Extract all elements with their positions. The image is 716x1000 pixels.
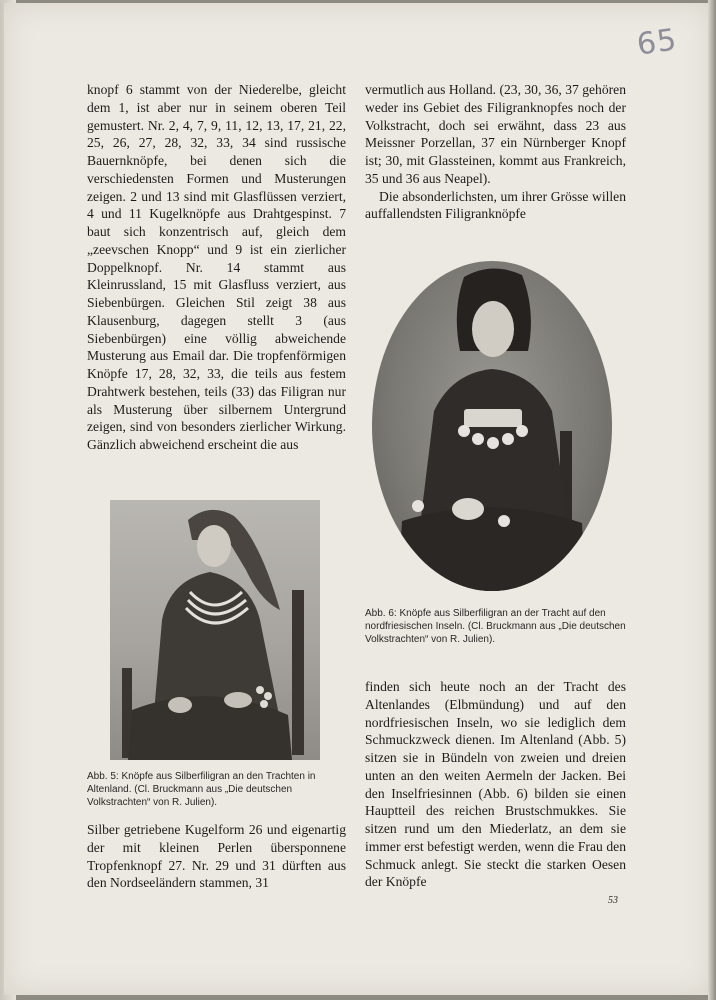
figure-6-caption: Abb. 6: Knöpfe aus Silberfiligran an der Tracht auf den nordfriesischen Inseln. (Cl. Bruckmann aus „Die deutschen Volkstrachten“ von R. Julien). [365,608,626,645]
seated-young-woman-illustration [372,261,612,591]
figure-6-photo [372,261,612,591]
text-column-left-top [87,81,346,454]
paragraph: knopf 6 stammt von der Niederelbe, gleicht dem 1, ist aber nur in seinem oberen Teil gemustert. Nr. 2, 4, 7, 9, 11, 12, 13, 17, 21, 22, 25, 26, 27, 28, 32, 33, 34 sind russische Bauernknöpfe, bei denen sich die verschiedensten Formen und Musterungen zeigen. 2 und 13 sind mit Glasflüssen verziert, 4 und 11 Kugelknöpfe aus Drahtgespinst. 7 baut sich konzentrisch auf, gleich dem „zeevschen Knopp“ und 9 ist ein zierlicher Doppelknopf. Nr. 14 stammt aus Kleinrussland, 15 mit Glasfluss verziert, aus Siebenbürgen. Gleichen Stil zeigt 38 aus Klausenburg, dagegen stellt 3 (aus Siebenbürgen) eine völlig abweichende Musterung aus Email dar. Die tropfenförmigen Knöpfe 17, 28, 32, 33, die teils aus festem Drahtwerk bestehen, teils (33) das Filigran nur als Musterung über silbernem Untergrund zeigen, sind von besonders zierlicher Wirkung. Gänzlich abweichend erscheint die aus [87,82,346,452]
page-number: 53 [608,895,618,906]
paragraph: vermutlich aus Holland. (23, 30, 36, 37 gehören weder ins Gebiet des Filigranknopfes noch der Volkstracht, doch sei erwähnt, dass 23 aus Meissner Porzellan, 37 ein Nürnberger Knopf ist; 30, mit Glassteinen, kommt aus Frankreich, 35 und 36 aus Neapel). [365,82,626,186]
paragraph: finden sich heute noch an der Tracht des Altenlandes (Elbmündung) und auf den nordfriesischen Inseln, wo sie lediglich dem Schmuckzweck dienen. Im Altenland (Abb. 5) sitzen sie in Bündeln von zweien und dreien unten an den weiten Aermeln der Jacken. Bei den Inselfriesinnen (Abb. 6) bilden sie einen Hauptteil des reichen Brustschmukkes. Sie sitzen rund um den Miederlatz, an dem sie immer erst befestigt werden, wenn die Frau den Schmuck anlegt. Sie steckt die starken Oesen der Knöpfe [365,679,626,890]
seated-woman-illustration [110,500,320,760]
figure-5-caption: Abb. 5: Knöpfe aus Silberfiligran an den Trachten in Altenland. (Cl. Bruckmann aus „Die deutschen Volkstrachten“ von R. Julien). [87,771,316,808]
text-column-right-top [365,81,626,223]
handwritten-folio-number: 65 [634,22,680,63]
figure-5-photo [110,500,320,760]
text-column-left-bottom [87,821,346,892]
paragraph: Silber getriebene Kugelform 26 und eigenartig der mit kleinen Perlen übersponnene Tropfenknopf 27. Nr. 29 und 31 dürften aus den Nordseeländern stammen, 31 [87,822,346,891]
text-column-right-bottom [365,678,626,891]
page-edge-right [708,0,716,1000]
paragraph: Die absonderlichsten, um ihrer Grösse willen auffallendsten Filigranknöpfe [365,188,626,222]
